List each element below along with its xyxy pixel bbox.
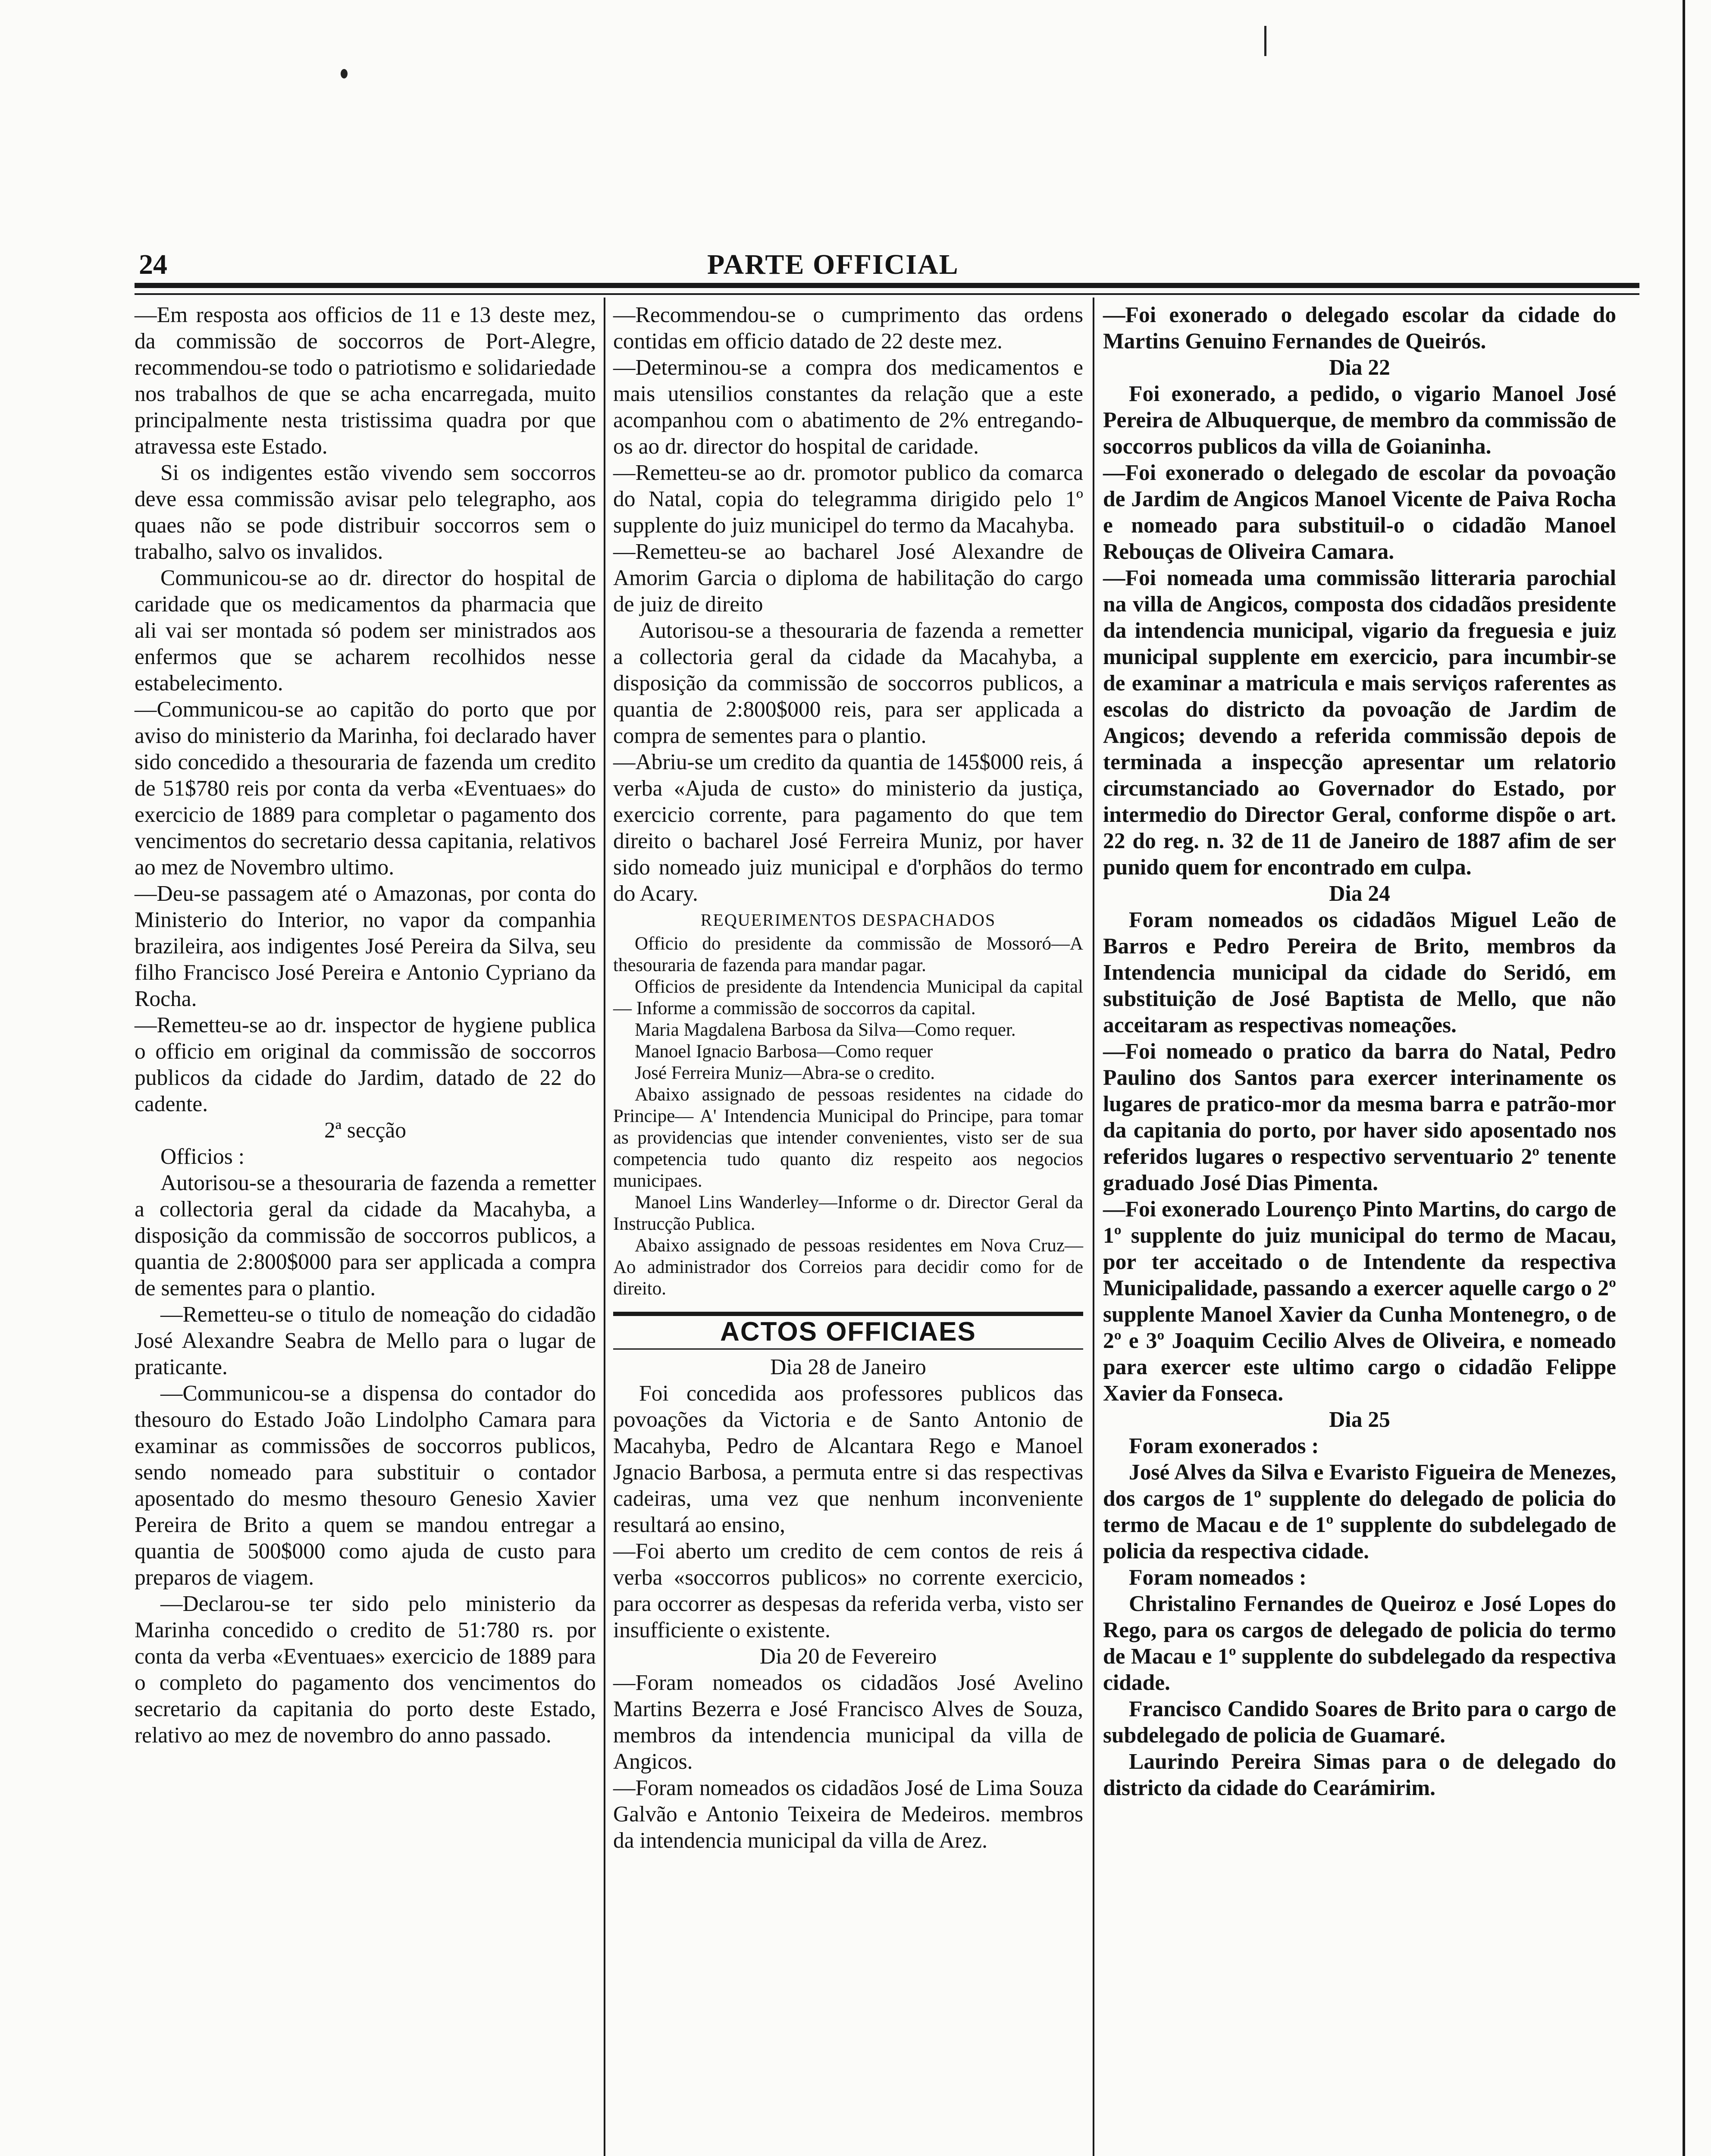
paragraph: —Abriu-se um credito da quantia de 145$000 reis, á verba «Ajuda de custo» do ministerio da justiça, exercicio corrente, para pagamento do que tem direito o bacharel José Ferreira Muniz, por haver sido nomeado juiz municipal e d'orphãos do termo do Acary. <box>613 750 1083 906</box>
date-heading: Dia 24 <box>1329 881 1390 906</box>
column-3 <box>1103 302 1616 1801</box>
column-divider-left <box>604 298 605 2156</box>
running-title: PARTE OFFICIAL <box>707 249 959 280</box>
paragraph: Christalino Fernandes de Queiroz e José Lopes do Rego, para os cargos de delegado de policia do termo de Macau e 1º supplente do subdelegado da respectiva cidade. <box>1103 1592 1616 1695</box>
paragraph: Foi exonerado, a pedido, o vigario Manoel José Pereira de Albuquerque, de membro da commissão de soccorros publicos da villa de Goianinha. <box>1103 382 1616 459</box>
paragraph: —Determinou-se a compra dos medicamentos e mais utensilios constantes da relação que a este acompanhou com o abatimento de 2% entregando-os ao dr. director do hospital de caridade. <box>613 355 1083 459</box>
header-rule-thin <box>135 293 1639 295</box>
page-border <box>1683 0 1685 2156</box>
paragraph: —Communicou-se a dispensa do contador do thesouro do Estado João Lindolpho Camara para examinar as commissões de soccorros publicos, sendo nomeado para substituir o contador aposentado do mesmo thesouro Genesio Xavier Pereira de Brito a quem se mandou entregar a quantia de 500$000 como ajuda de custo para preparos de viagem. <box>135 1381 596 1590</box>
paragraph: —Foi aberto um credito de cem contos de reis á verba «soccorros publicos» no corrente exercicio, para occorrer as despesas da referida verba, visto ser insufficiente o existente. <box>613 1539 1083 1642</box>
paragraph: Laurindo Pereira Simas para o de delegado do districto da cidade do Cearámirim. <box>1103 1749 1616 1800</box>
paragraph: —Foram nomeados os cidadãos José Avelino Martins Bezerra e José Francisco Alves de Souza, membros da intendencia municipal da villa de Angicos. <box>613 1670 1083 1774</box>
scan-mark <box>341 69 348 78</box>
paragraph: Foi concedida aos professores publicos das povoações da Victoria e de Santo Antonio de Macahyba, Pedro de Alcantara Rego e Manoel Jgnacio Barbosa, a permuta entre si das respectivas cadeiras, uma vez que nenhum inconveniente resultará ao ensino, <box>613 1381 1083 1537</box>
paragraph: Autorisou-se a thesouraria de fazenda a remetter a collectoria geral da cidade da Macahyba, a disposição da commissão de soccorros publicos, a quantia de 2:800$000 para ser applicada a compra de sementes para o plantio. <box>135 1171 596 1300</box>
date-heading: Dia 22 <box>1329 355 1390 380</box>
paragraph: —Remetteu-se ao bacharel José Alexandre de Amorim Garcia o diploma de habilitação do cargo de juiz de direito <box>613 539 1083 617</box>
requerimentos-heading: REQUERIMENTOS DESPACHADOS <box>700 910 996 930</box>
date-heading: Dia 20 de Fevereiro <box>759 1644 937 1669</box>
list-item: Manoel Ignacio Barbosa—Como requer <box>635 1041 933 1062</box>
list-item: Manoel Lins Wanderley—Informe o dr. Director Geral da Instrucção Publica. <box>613 1192 1083 1234</box>
paragraph: Foram nomeados os cidadãos Miguel Leão de Barros e Pedro Pereira de Brito, membros da Intendencia municipal da cidade do Seridó, em substituição de José Baptista de Mello, que não acceitaram as respectivas nomeações. <box>1103 908 1616 1037</box>
section-heading: 2ª secção <box>324 1118 407 1143</box>
column-2 <box>613 302 1083 1854</box>
date-heading: Dia 28 de Janeiro <box>770 1355 926 1379</box>
paragraph: —Remetteu-se o titulo de nomeação do cidadão José Alexandre Seabra de Mello para o lugar de praticante. <box>135 1302 596 1379</box>
paragraph: Autorisou-se a thesouraria de fazenda a remetter a collectoria geral da cidade da Macahyba, a disposição da commissão de soccorros publicos, a quantia de 2:800$000 reis, para ser applicada a compra de sementes para o plantio. <box>613 618 1083 748</box>
list-item: Abaixo assignado de pessoas residentes em Nova Cruz—Ao administrador dos Correios para decidir como for de direito. <box>613 1235 1083 1299</box>
date-heading: Dia 25 <box>1329 1407 1390 1432</box>
paragraph: Officios : <box>160 1144 245 1169</box>
paragraph: Foram exonerados : <box>1129 1434 1319 1458</box>
list-item: Abaixo assignado de pessoas residentes na cidade do Principe— A' Intendencia Municipal do Principe, para tomar as providencias que intender convenientes, visto ser de sua competencia tudo quanto diz respeito aos negocios municipaes. <box>613 1084 1083 1191</box>
actos-heading: ACTOS OFFICIAES <box>613 1312 1083 1350</box>
list-item: Maria Magdalena Barbosa da Silva—Como requer. <box>635 1020 1016 1040</box>
list-item: Officio do presidente da commissão de Mossoró—A thesouraria de fazenda para mandar pagar. <box>613 934 1083 975</box>
list-item: José Ferreira Muniz—Abra-se o credito. <box>635 1063 935 1083</box>
paragraph: Si os indigentes estão vivendo sem soccorros deve essa commissão avisar pelo telegrapho, aos quaes não se pode distribuir soccorros sem o trabalho, salvo os invalidos. <box>135 461 596 564</box>
paragraph: —Declarou-se ter sido pelo ministerio da Marinha concedido o credito de 51:780 rs. por conta da verba «Eventuaes» exercicio de 1889 para o completo do pagamento dos vencimentos do secretario da capitania do porto deste Estado, relativo ao mez de novembro do anno passado. <box>135 1592 596 1748</box>
paragraph: —Communicou-se ao capitão do porto que por aviso do ministerio da Marinha, foi declarado haver sido concedido a thesouraria de fazenda um credito de 51$780 reis por conta da verba «Eventuaes» do exercicio de 1889 para completar o pagamento dos vencimentos do secretario dessa capitania, relativos ao mez de Novembro ultimo. <box>135 697 596 880</box>
paragraph: —Remetteu-se ao dr. promotor publico da comarca do Natal, copia do telegramma dirigido pelo 1º supplente do juiz municipel do termo da Macahyba. <box>613 461 1083 538</box>
paragraph: —Em resposta aos officios de 11 e 13 deste mez, da commissão de soccorros de Port-Alegre, recommendou-se todo o patriotismo e solidariedade nos trabalhos de que se acha encarregada, muito principalmente nesta tristissima quadra por que atravessa este Estado. <box>135 303 596 459</box>
paragraph: —Foi nomeada uma commissão litteraria parochial na villa de Angicos, composta dos cidadãos presidente da intendencia municipal, vigario da freguesia e juiz municipal supplente em exercicio, para incumbir-se de examinar a matricula e mais serviços raferentes as escolas do districto da povoação de Jardim de Angicos; devendo a referida commissão depois de terminada a inspecção apresentar um relatorio circumstanciado ao Governador do Estado, por intermedio do Director Geral, conforme dispõe o art. 22 do reg. n. 32 de 11 de Janeiro de 1887 afim de ser punido quem for encontrado em culpa. <box>1103 566 1616 880</box>
page-number: 24 <box>139 249 167 280</box>
paragraph: Francisco Candido Soares de Brito para o cargo de subdelegado de policia de Guamaré. <box>1103 1697 1616 1748</box>
paragraph: —Remetteu-se ao dr. inspector de hygiene publica o officio em original da commissão de soccorros publicos da cidade do Jardim, datado de 22 do cadente. <box>135 1013 596 1116</box>
header-rule-thick <box>135 283 1639 288</box>
paragraph: —Foi exonerado Lourenço Pinto Martins, do cargo de 1º supplente do juiz municipal do termo de Macau, por ter acceitado o de Intendente da respectiva Municipalidade, passando a exercer aquelle cargo o 2º supplente Manoel Xavier da Cunha Montenegro, o de 2º e 3º Joaquim Cecilio Alves de Oliveira, e nomeado para exercer este ultimo cargo o cidadão Felippe Xavier da Fonseca. <box>1103 1197 1616 1406</box>
paragraph: —Foi nomeado o pratico da barra do Natal, Pedro Paulino dos Santos para exercer interinamente os lugares de pratico-mor da mesma barra e patrão-mor da capitania do porto, por haver sido aposentado nos referidos lugares o respectivo serventuario 2º tenente graduado José Dias Pimenta. <box>1103 1039 1616 1195</box>
scan-mark <box>1264 26 1266 56</box>
list-item: Officios de presidente da Intendencia Municipal da capital — Informe a commissão de soccorros da capital. <box>613 977 1083 1018</box>
paragraph: —Recommendou-se o cumprimento das ordens contidas em officio datado de 22 deste mez. <box>613 303 1083 354</box>
column-1 <box>135 302 596 1749</box>
paragraph: —Foi exonerado o delegado de escolar da povoação de Jardim de Angicos Manoel Vicente de Paiva Rocha e nomeado para substituil-o o cidadão Manoel Rebouças de Oliveira Camara. <box>1103 461 1616 564</box>
paragraph: —Foi exonerado o delegado escolar da cidade do Martins Genuino Fernandes de Queirós. <box>1103 303 1616 354</box>
paragraph: —Foram nomeados os cidadãos José de Lima Souza Galvão e Antonio Teixeira de Medeiros. membros da intendencia municipal da villa de Arez. <box>613 1776 1083 1853</box>
paragraph: —Deu-se passagem até o Amazonas, por conta do Ministerio do Interior, no vapor da companhia brazileira, aos indigentes José Pereira da Silva, seu filho Francisco José Pereira e Antonio Cypriano da Rocha. <box>135 881 596 1011</box>
paragraph: Foram nomeados : <box>1129 1565 1307 1590</box>
column-divider-right <box>1093 298 1094 2156</box>
paragraph: Communicou-se ao dr. director do hospital de caridade que os medicamentos da pharmacia que ali vai ser montada só podem ser ministrados aos enfermos que se acharem recolhidos nesse estabelecimento. <box>135 566 596 696</box>
paragraph: José Alves da Silva e Evaristo Figueira de Menezes, dos cargos de 1º supplente do delegado de policia do termo de Macau e de 1º supplente do subdelegado de policia da respectiva cidade. <box>1103 1460 1616 1564</box>
requerimentos-list <box>613 933 1083 1300</box>
